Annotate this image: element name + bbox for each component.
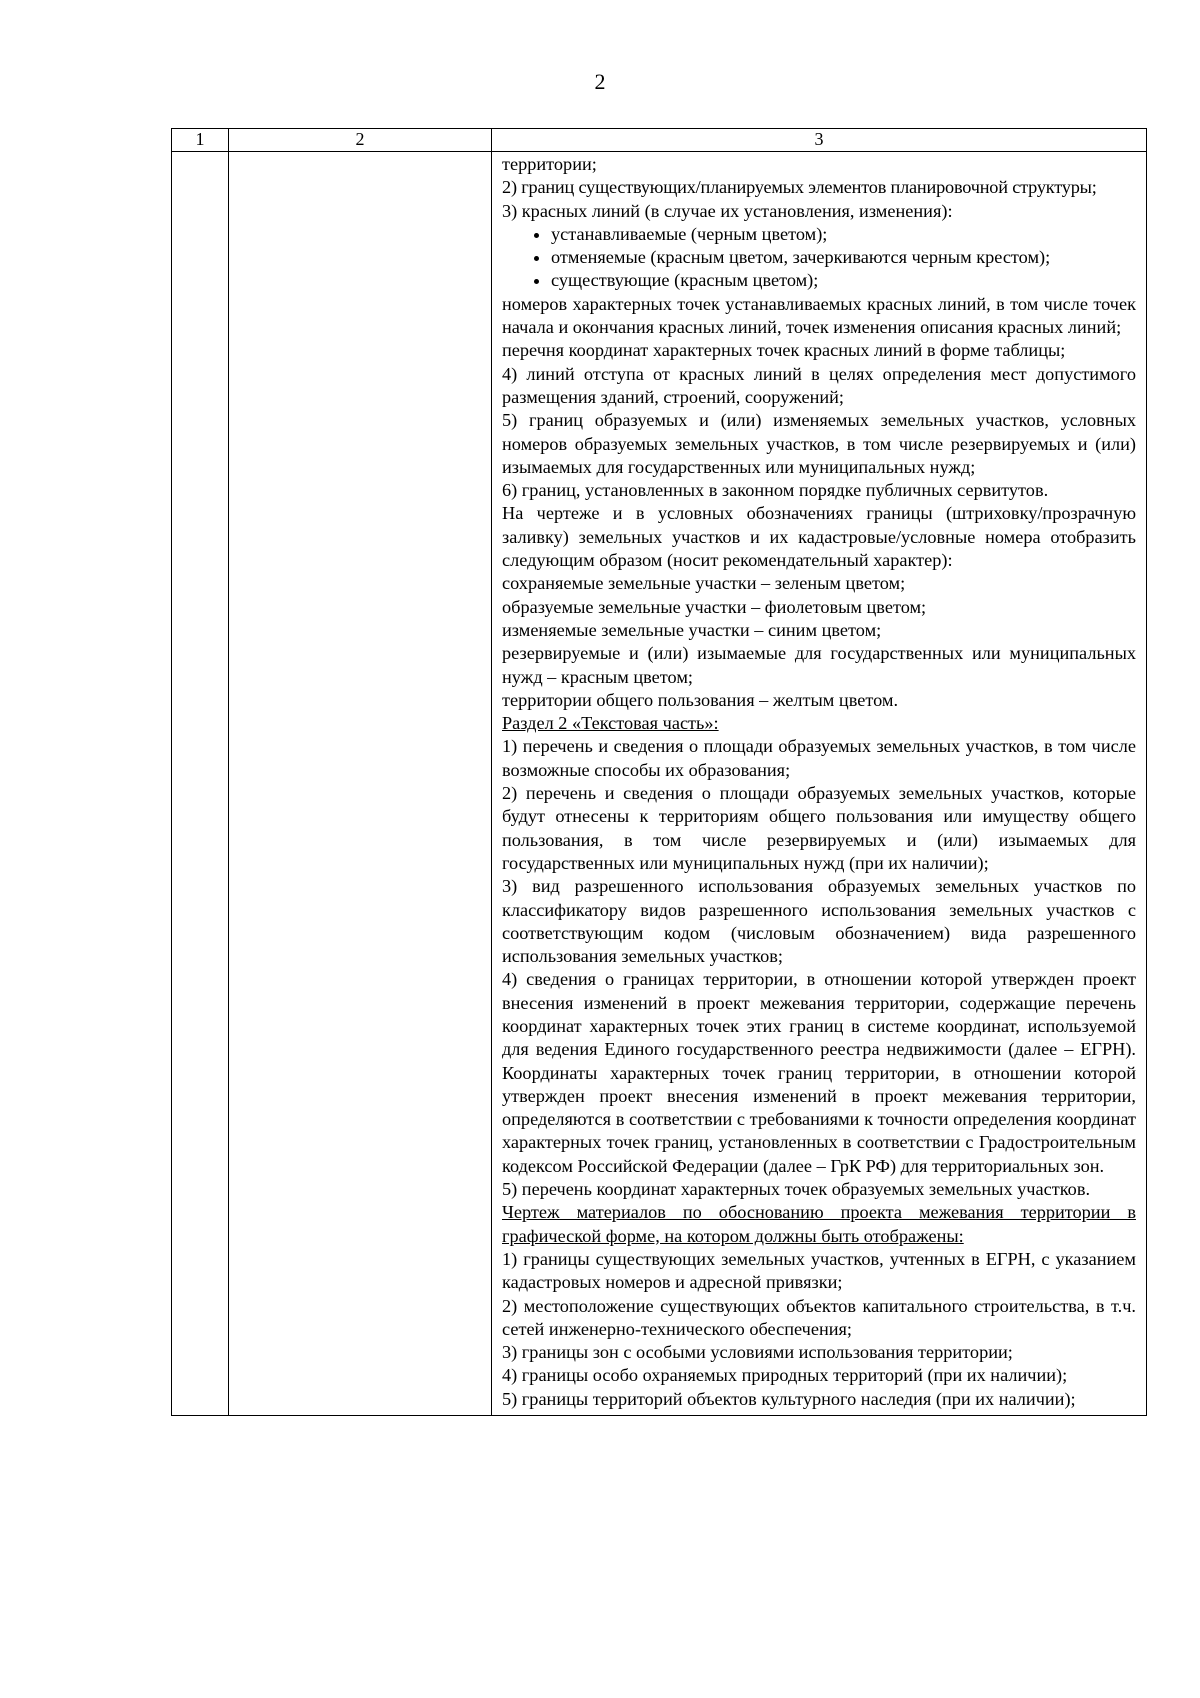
paragraph: сохраняемые земельные участки – зеленым цветом; <box>502 573 906 594</box>
section-heading: Чертеж материалов по обоснованию проекта межевания территории в графической форме, на котором должны быть отображены: <box>502 1202 1136 1246</box>
paragraph: территории общего пользования – желтым цветом. <box>502 689 899 710</box>
page-number: 2 <box>594 69 606 94</box>
paragraph: На чертеже и в условных обозначениях границы (штриховку/прозрачную заливку) земельных участков и их кадастровые/условные номера отобразить следующим образом (носит рекомендательный характер): <box>502 503 1136 571</box>
cell-content <box>492 152 1146 1415</box>
paragraph: образуемые земельные участки – фиолетовым цветом; <box>502 596 927 617</box>
paragraph: 4) сведения о границах территории, в отношении которой утвержден проект внесения изменений в проект межевания территории, содержащие перечень координат характерных точек этих границ в системе координат, используемой для ведения Единого государственного реестра недвижимости (далее – ЕГРН). Координаты характерных точек границ территории, в отношении которой утвержден проект внесения изменений в проект межевания территории, определяются в соответствии с требованиями к точности определения координат характерных точек границ, установленных в соответствии с Градостроительным кодексом Российской Федерации (далее – ГрК РФ) для территориальных зон. <box>502 969 1136 1176</box>
red-lines-list <box>502 223 1136 293</box>
cell-col-3 <box>492 152 1147 1416</box>
table-row <box>172 152 1147 1416</box>
paragraph: 2) границ существующих/планируемых элементов планировочной структуры; <box>502 177 1097 198</box>
section-heading: Раздел 2 «Текстовая часть»: <box>502 713 719 734</box>
paragraph: 2) местоположение существующих объектов капитального строительства, в т.ч. сетей инженерно-технического обеспечения; <box>502 1295 1136 1339</box>
paragraph: перечня координат характерных точек красных линий в форме таблицы; <box>502 340 1066 361</box>
column-header-2: 2 <box>229 129 492 152</box>
paragraph: 4) линий отступа от красных линий в целях определения мест допустимого размещения зданий, строений, сооружений; <box>502 363 1136 407</box>
paragraph: 3) вид разрешенного использования образуемых земельных участков по классификатору видов разрешенного использования земельных участков с соответствующим кодом (числовым обозначением) вида разрешенного использования земельных участков; <box>502 876 1136 967</box>
paragraph: 2) перечень и сведения о площади образуемых земельных участков, которые будут отнесены к территориям общего пользования или имуществу общего пользования, в том числе резервируемых и (или) изымаемых для государственных или муниципальных нужд (при их наличии); <box>502 783 1136 873</box>
paragraph: территории; <box>502 154 597 174</box>
list-item: • устанавливаемые (черным цветом); <box>551 223 1136 246</box>
paragraph: 6) границ, установленных в законном порядке публичных сервитутов. <box>502 480 1049 501</box>
requirements-table <box>171 128 1147 1416</box>
paragraph: 1) перечень и сведения о площади образуемых земельных участков, в том числе возможные способы их образования; <box>502 736 1136 780</box>
cell-col-2 <box>229 152 492 1416</box>
column-header-1: 1 <box>172 129 229 152</box>
paragraph: резервируемые и (или) изымаемые для государственных или муниципальных нужд – красным цветом; <box>502 643 1136 687</box>
paragraph: 5) границ образуемых и (или) изменяемых земельных участков, условных номеров образуемых земельных участков, в том числе резервируемых и (или) изымаемых для государственных или муниципальных нужд; <box>502 410 1136 477</box>
paragraph: изменяемые земельные участки – синим цветом; <box>502 619 882 640</box>
list-item: • существующие (красным цветом); <box>551 269 1136 292</box>
paragraph: 1) границы существующих земельных участков, учтенных в ЕГРН, с указанием кадастровых номеров и адресной привязки; <box>502 1248 1136 1293</box>
paragraph: 5) перечень координат характерных точек образуемых земельных участков. <box>502 1179 1091 1200</box>
column-header-3: 3 <box>492 129 1147 152</box>
paragraph: номеров характерных точек устанавливаемых красных линий, в том числе точек начала и окончания красных линий, точек изменения описания красных линий; <box>502 293 1136 338</box>
cell-col-1 <box>172 152 229 1416</box>
paragraph: 4) границы особо охраняемых природных территорий (при их наличии); <box>502 1365 1068 1386</box>
paragraph: 5) границы территорий объектов культурного наследия (при их наличии); <box>502 1388 1076 1409</box>
list-item: • отменяемые (красным цветом, зачеркиваются черным крестом); <box>551 246 1136 269</box>
table-header-row <box>172 129 1147 152</box>
paragraph: 3) красных линий (в случае их установления, изменения): <box>502 200 953 221</box>
paragraph: 3) границы зон с особыми условиями использования территории; <box>502 1342 1013 1363</box>
